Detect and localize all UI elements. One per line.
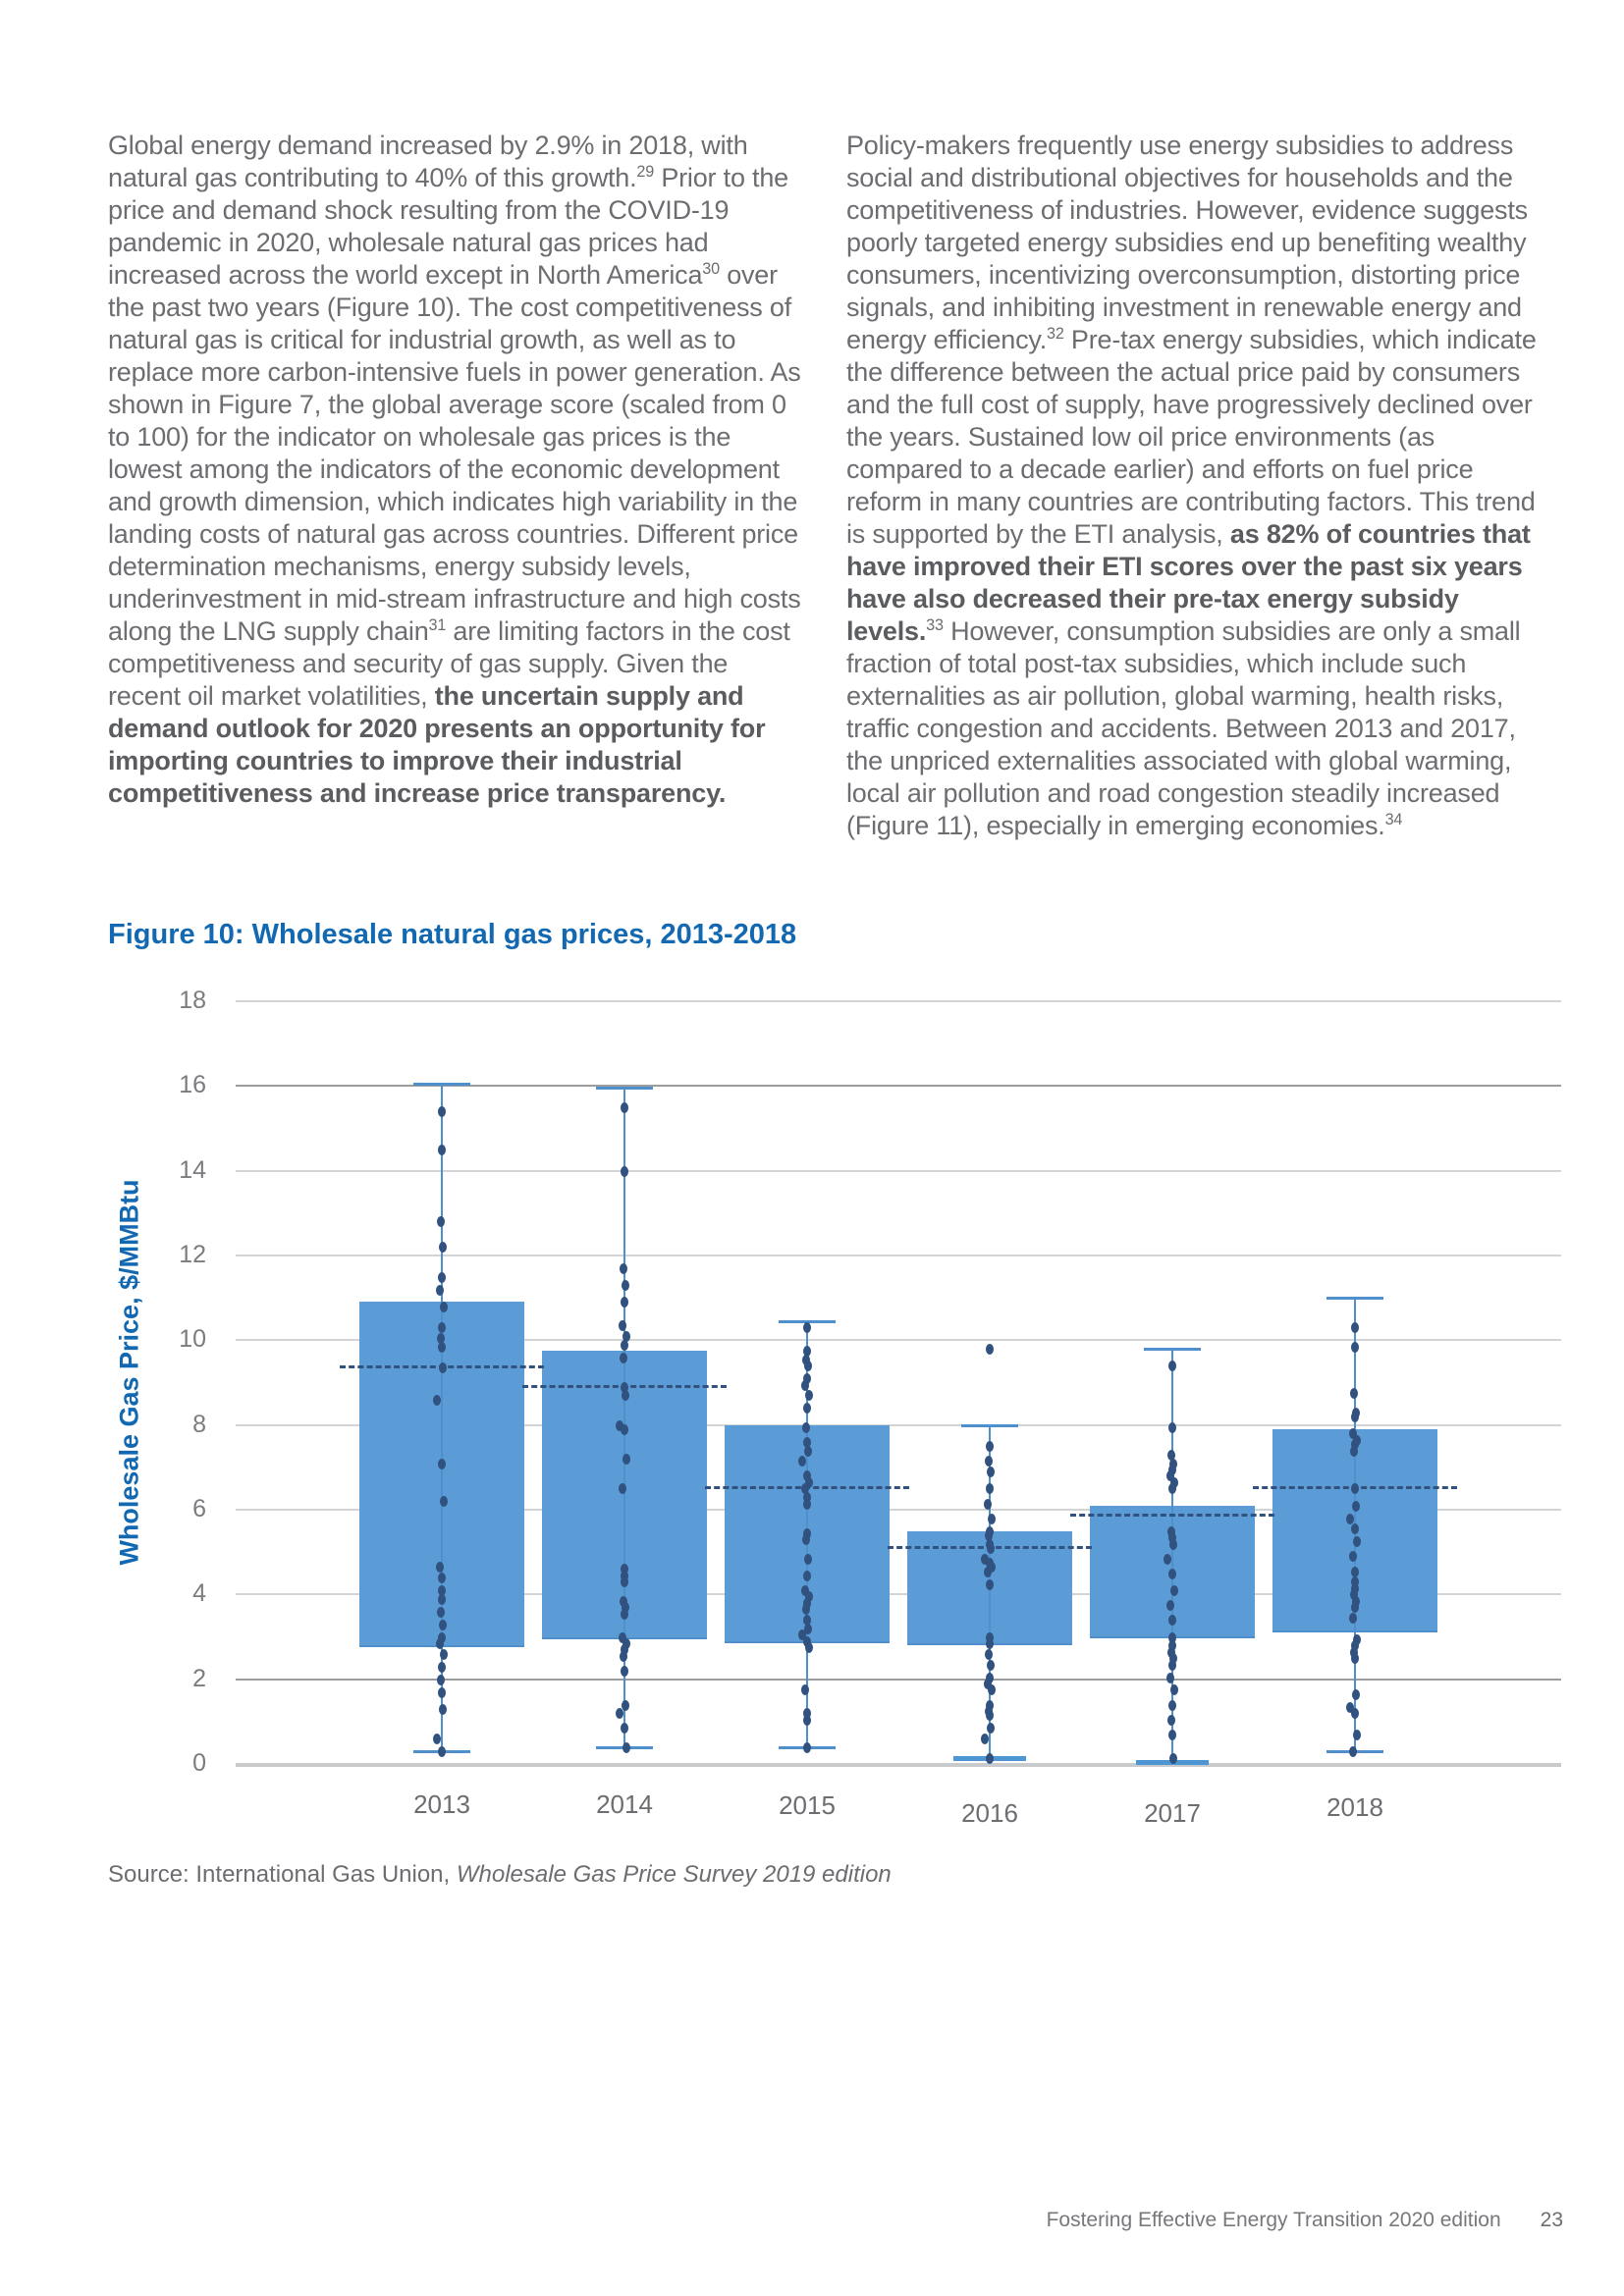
data-point <box>1169 1753 1177 1764</box>
data-point <box>438 1145 446 1155</box>
data-point <box>1170 1585 1178 1596</box>
data-point <box>1168 1361 1176 1371</box>
data-point <box>986 1344 994 1355</box>
data-point <box>1168 1483 1176 1494</box>
data-point <box>438 1573 446 1583</box>
data-point <box>985 1456 993 1467</box>
data-point <box>801 1380 809 1391</box>
data-point <box>433 1734 441 1744</box>
x-axis-label-2014: 2014 <box>596 1789 653 1819</box>
chart-source-publication: Wholesale Gas Price Survey 2019 edition <box>456 1861 892 1888</box>
y-tick-label: 4 <box>192 1579 206 1608</box>
data-point <box>1168 1730 1176 1740</box>
data-point <box>803 1571 811 1581</box>
data-point <box>620 1263 627 1274</box>
data-point <box>1166 1673 1174 1683</box>
data-point <box>985 1649 993 1660</box>
data-point <box>436 1638 444 1649</box>
data-point <box>805 1642 813 1653</box>
x-axis-label-2015: 2015 <box>779 1790 836 1820</box>
data-point <box>438 1342 446 1353</box>
footnote-reference: 32 <box>1047 325 1064 343</box>
data-point <box>622 1700 629 1711</box>
data-point <box>440 1302 448 1312</box>
page-number: 23 <box>1540 2209 1563 2231</box>
data-point <box>1353 1730 1361 1740</box>
data-point <box>438 1746 446 1757</box>
data-point <box>1349 1613 1357 1624</box>
body-text: Policy-makers frequently use energy subsidies to address social and distributional objectives for households and the competitiveness of industries. However, evidence suggests poorly targeted energy subsidies end up benefiting wealthy consumers, incentivizing overconsumption, distorting price signals, and inhibiting investment in renewable energy and energy efficiency. <box>846 131 1528 354</box>
whisker-cap-top-2013 <box>413 1083 470 1086</box>
data-point <box>987 1467 995 1477</box>
y-tick-label: 8 <box>192 1410 206 1438</box>
y-tick-label: 0 <box>192 1749 206 1777</box>
data-point <box>1351 1342 1359 1353</box>
data-point <box>1351 1653 1359 1664</box>
body-text: Prior to the price and demand shock resulting from the COVID-19 pandemic in 2020, wholesale natural gas prices had increased across the world except in North America <box>108 163 788 290</box>
y-tick-label: 2 <box>192 1664 206 1692</box>
footer-text: Fostering Effective Energy Transition 2020 edition <box>1046 2209 1501 2231</box>
footnote-reference: 33 <box>926 616 944 634</box>
y-axis-title: Wholesale Gas Price, $/MMBtu <box>114 1179 144 1566</box>
data-point <box>621 1102 628 1113</box>
data-point <box>1352 1501 1360 1512</box>
body-text: over the past two years (Figure 10). The cost competitiveness of natural gas is critical for industrial growth, as well as to replace more carbon-intensive fuels in power generation. As shown in Figure 7, the global average score (scaled from 0 to 100) for the indicator on wholesale gas prices is the lowest among the indicators of the economic development and growth dimension, which indicates high variability in the landing costs of natural gas across countries. Different price determination mechanisms, energy subsidy levels, underinvestment in mid-stream infrastructure and high costs along the LNG supply chain <box>108 260 801 646</box>
y-tick-label: 16 <box>179 1071 206 1099</box>
data-point <box>436 1285 444 1296</box>
data-point <box>621 1166 628 1177</box>
data-point <box>1170 1684 1178 1695</box>
data-point <box>1168 1700 1176 1711</box>
mean-dashed-line-2017 <box>1070 1514 1274 1517</box>
data-point <box>1349 1746 1357 1757</box>
footnote-reference: 30 <box>702 260 720 278</box>
chart-source <box>108 1861 892 1889</box>
gridline-y-2 <box>236 1679 1561 1681</box>
data-point <box>439 1242 447 1253</box>
data-point <box>433 1395 441 1406</box>
body-text: Global energy demand increased by 2.9% in 2018, with natural gas contributing to 40% of this growth. <box>108 131 748 192</box>
data-point <box>1169 1539 1177 1550</box>
x-axis-label-2013: 2013 <box>413 1789 470 1819</box>
emphasized-text: the uncertain supply and demand outlook for 2020 presents an opportunity for importing countries to improve their industrial competitiveness and increase price transparency. <box>108 681 766 808</box>
data-point <box>438 1459 446 1469</box>
data-point <box>987 1723 995 1734</box>
body-text: However, consumption subsidies are only a small fraction of total post-tax subsidies, which include such externalities as air pollution, global warming, health risks, traffic congestion and accidents. Between 2013 and 2017, the unpriced externalities associated with global warming, local air pollution and road congestion steadily increased (Figure 11), especially in emerging economies. <box>846 616 1521 840</box>
data-point <box>803 1742 811 1753</box>
data-point <box>1352 1689 1360 1700</box>
x-axis-label-2018: 2018 <box>1326 1792 1383 1822</box>
y-tick-label: 10 <box>179 1325 206 1354</box>
data-point <box>622 1280 629 1291</box>
data-point <box>621 1609 628 1620</box>
data-point <box>986 1638 994 1649</box>
data-point <box>986 1710 994 1721</box>
data-point <box>621 1297 628 1308</box>
data-point <box>620 1353 627 1363</box>
data-point <box>803 1403 811 1414</box>
y-tick-label: 14 <box>179 1155 206 1184</box>
whisker-cap-top-2014 <box>596 1087 653 1090</box>
data-point <box>1350 1388 1358 1399</box>
data-point <box>438 1594 446 1605</box>
data-point <box>1346 1514 1354 1524</box>
data-point <box>1168 1660 1176 1671</box>
data-point <box>986 1753 994 1764</box>
data-point <box>984 1567 992 1577</box>
data-point <box>437 1607 445 1618</box>
data-point <box>1351 1412 1359 1422</box>
y-tick-label: 18 <box>179 987 206 1014</box>
gridline-y-14 <box>236 1170 1561 1172</box>
whisker-cap-top-2017 <box>1144 1348 1201 1351</box>
x-axis-label-2017: 2017 <box>1144 1798 1201 1828</box>
data-point <box>987 1660 995 1671</box>
data-point <box>802 1422 810 1433</box>
data-point <box>803 1715 811 1726</box>
y-tick-label: 12 <box>179 1241 206 1268</box>
footnote-reference: 34 <box>1384 811 1403 828</box>
data-point <box>621 1723 628 1734</box>
data-point <box>1164 1554 1171 1565</box>
data-point <box>438 1687 446 1698</box>
gridline-y-0 <box>236 1763 1561 1767</box>
whisker-cap-top-2016 <box>961 1424 1018 1427</box>
figure-title: Figure 10: Wholesale natural gas prices, 2013-2018 <box>108 919 797 950</box>
data-point <box>803 1322 811 1333</box>
data-point <box>439 1704 447 1715</box>
data-point <box>1350 1446 1358 1457</box>
data-point <box>440 1649 448 1660</box>
data-point <box>804 1446 812 1457</box>
data-point <box>804 1554 812 1565</box>
data-point <box>986 1579 994 1590</box>
data-point <box>988 1514 996 1524</box>
data-point <box>621 1340 628 1351</box>
y-tick-label: 6 <box>192 1495 206 1522</box>
data-point <box>1351 1322 1359 1333</box>
emphasized-text: as 82% of countries that have improved their ETI scores over the past six years have also decreased their pre-tax energy subsidy levels. <box>846 519 1531 646</box>
data-point <box>986 1441 994 1452</box>
body-text: Pre-tax energy subsidies, which indicate the difference between the actual price paid by consumers and the full cost of supply, have progressively declined over the years. Sustained low oil price environments (as compared to a decade earlier) and efforts on fuel price reform in many countries are contributing factors. This trend is supported by the ETI analysis, <box>846 325 1537 549</box>
data-point <box>1351 1708 1359 1719</box>
data-point <box>437 1675 445 1685</box>
data-point <box>1168 1422 1176 1433</box>
data-point <box>620 1651 627 1662</box>
gridline-y-12 <box>236 1255 1561 1256</box>
data-point <box>981 1734 989 1744</box>
data-point <box>805 1390 813 1401</box>
data-point <box>437 1216 445 1227</box>
data-point <box>438 1106 446 1117</box>
data-point <box>804 1361 812 1371</box>
data-point <box>987 1543 995 1554</box>
page-footer <box>1047 2209 1563 2232</box>
data-point <box>1351 1567 1359 1577</box>
data-point <box>1168 1569 1176 1579</box>
footnote-reference: 29 <box>636 163 655 181</box>
data-point <box>623 1742 630 1753</box>
footnote-reference: 31 <box>428 616 447 634</box>
data-point <box>986 1483 994 1494</box>
data-point <box>621 1424 628 1435</box>
data-point <box>439 1620 447 1630</box>
whisker-cap-top-2018 <box>1326 1297 1383 1300</box>
data-point <box>438 1272 446 1283</box>
data-point <box>988 1684 996 1695</box>
data-point <box>1167 1715 1175 1726</box>
data-point <box>621 1666 628 1677</box>
data-point <box>984 1499 992 1510</box>
chart-source-prefix: Source: International Gas Union, <box>108 1861 457 1888</box>
data-point <box>616 1708 623 1719</box>
x-axis-label-2016: 2016 <box>961 1798 1018 1828</box>
data-point <box>803 1499 811 1510</box>
gridline-y-18 <box>236 1000 1561 1002</box>
data-point <box>438 1662 446 1673</box>
body-text: are limiting factors in the cost competitiveness and security of gas supply. Given the recent oil market volatilities, <box>108 616 790 711</box>
